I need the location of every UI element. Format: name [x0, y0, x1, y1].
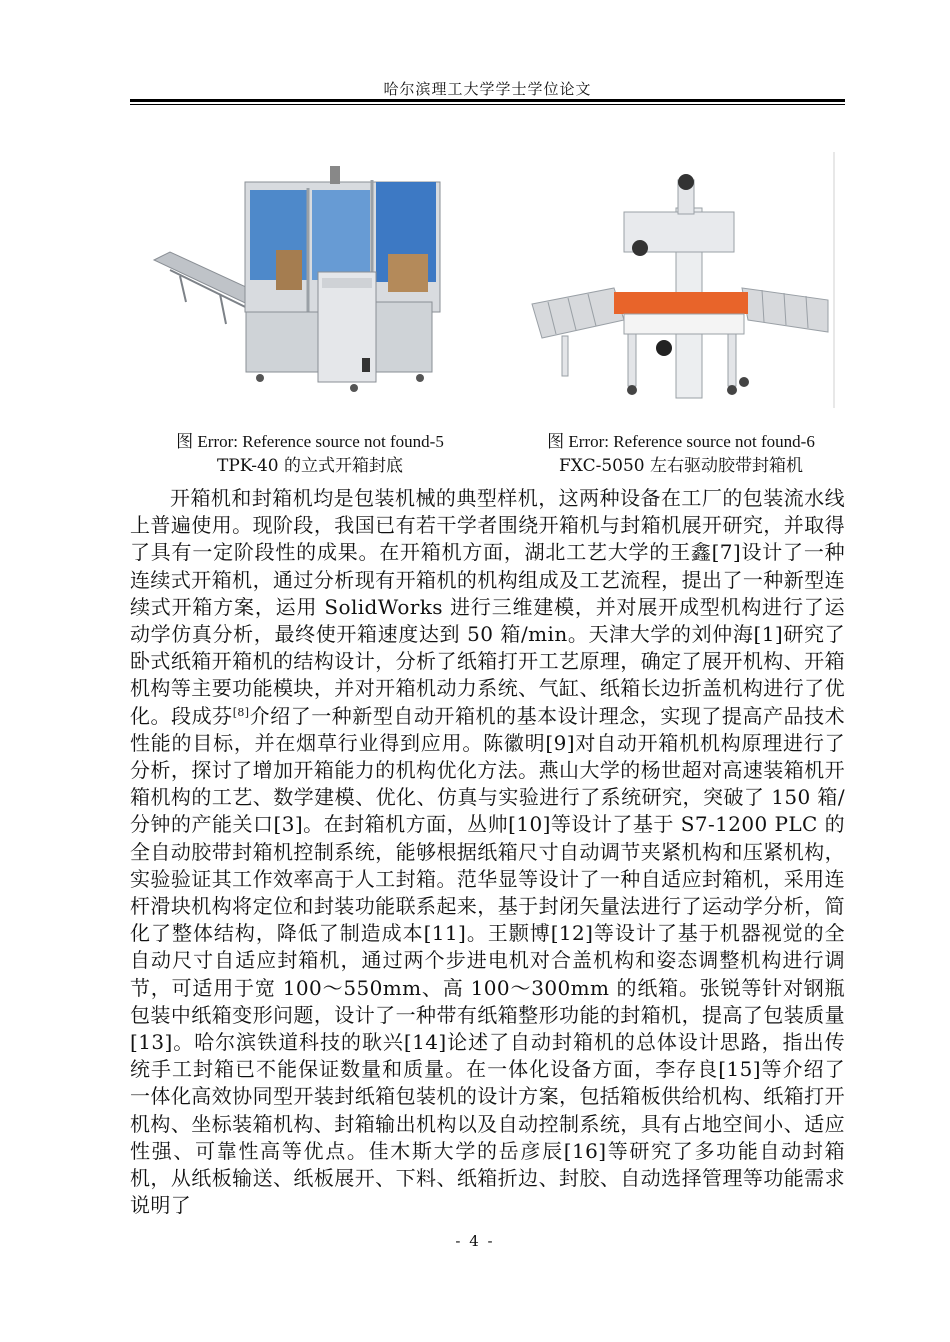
page-number: - 4 - — [455, 1232, 495, 1250]
caption-1-label: 图 Error: Reference source not found-5 — [176, 432, 444, 451]
figure-caption-2 — [506, 429, 856, 479]
tape-carton-sealer-photo — [528, 152, 836, 408]
caption-2-title: FXC-5050 左右驱动胶带封箱机 — [558, 456, 804, 476]
paragraph — [130, 485, 845, 1219]
paragraph-part-b: 介绍了一种新型自动开箱机的基本设计理念，实现了提高产品技术性能的目标，并在烟草行业得到应用。陈徽明[9]对自动开箱机机构原理进行了分析，探讨了增加开箱能力的机构优化方法。燕山大学的杨世超对高速装箱机开箱机构的工艺、数学建模、优化、仿真与实验进行了系统研究，突破了 150 箱/分钟的产能关口[3]。在封箱机方面，丛帅[10]等设计了基于 S7-1200 PLC 的全自动胶带封箱机控制系统，能够根据纸箱尺寸自动调节夹紧机构和压紧机构，实验验证其工作效率高于人工封箱。范华显等设计了一种自适应封箱机，采用连杆滑块机构将定位和封装功能联系起来，基于封闭矢量法进行了运动学分析，简化了整体结构，降低了制造成本[11]。王颢博[12]等设计了基于机器视觉的全自动尺寸自适应封箱机，通过两个步进电机对合盖机构和姿态调整机构进行调节，可适用于宽 100～550mm、高 100～300mm 的纸箱。张锐等针对钢瓶包装中纸箱变形问题，设计了一种带有纸箱整形功能的封箱机，提高了包装质量[13]。哈尔滨铁道科技的耿兴[14]论述了自动封箱机的总体设计思路，指出传统手工封箱已不能保证数量和质量。在一体化设备方面，李存良[15]等介绍了一体化高效协同型开装封纸箱包装机的设计方案，包括箱板供给机构、纸箱打开机构、坐标装箱机构、封箱输出机构以及自动控制系统，具有占地空间小、适应性强、可靠性高等优点。佳木斯大学的岳彦辰[16]等研究了多功能自动封箱机，从纸板输送、纸板展开、下料、纸箱折边、封胶、自动选择管理等功能需求说明了 — [130, 703, 846, 1218]
vertical-case-erector-photo — [150, 152, 468, 408]
paragraph-part-a: 开箱机和封箱机均是包装机械的典型样机，这两种设备在工厂的包装流水线上普遍使用。现阶段，我国已有若干学者围绕开箱机与封箱机展开研究，并取得了具有一定阶段性的成果。在开箱机方面，湖北工艺大学的王鑫[7]设计了一种连续式开箱机，通过分析现有开箱机的机构组成及工艺流程，提出了一种新型连续式开箱方案，运用 SolidWorks 进行三维建模，并对展开成型机构进行了运动学仿真分析，最终使开箱速度达到 50 箱/min。天津大学的刘仲海[1]研究了卧式纸箱开箱机的结构设计，分析了纸箱打开工艺原理，确定了展开机构、开箱机构等主要功能模块，并对开箱机动力系统、气缸、纸箱长边折盖机构进行了优化。段成芬 — [130, 486, 845, 728]
header-rule-thick — [130, 99, 845, 102]
figure-caption-1 — [140, 429, 480, 479]
figure-carton-sealer — [528, 152, 836, 408]
figure-case-erector — [150, 152, 468, 408]
header-rule-thin — [130, 104, 845, 105]
caption-2-label: 图 Error: Reference source not found-6 — [547, 432, 815, 451]
body-text — [130, 485, 845, 1219]
page-header: 哈尔滨理工大学学士学位论文 — [383, 80, 592, 98]
citation-superscript: [8] — [232, 705, 250, 719]
caption-1-title: TPK-40 的立式开箱封底 — [216, 456, 404, 476]
